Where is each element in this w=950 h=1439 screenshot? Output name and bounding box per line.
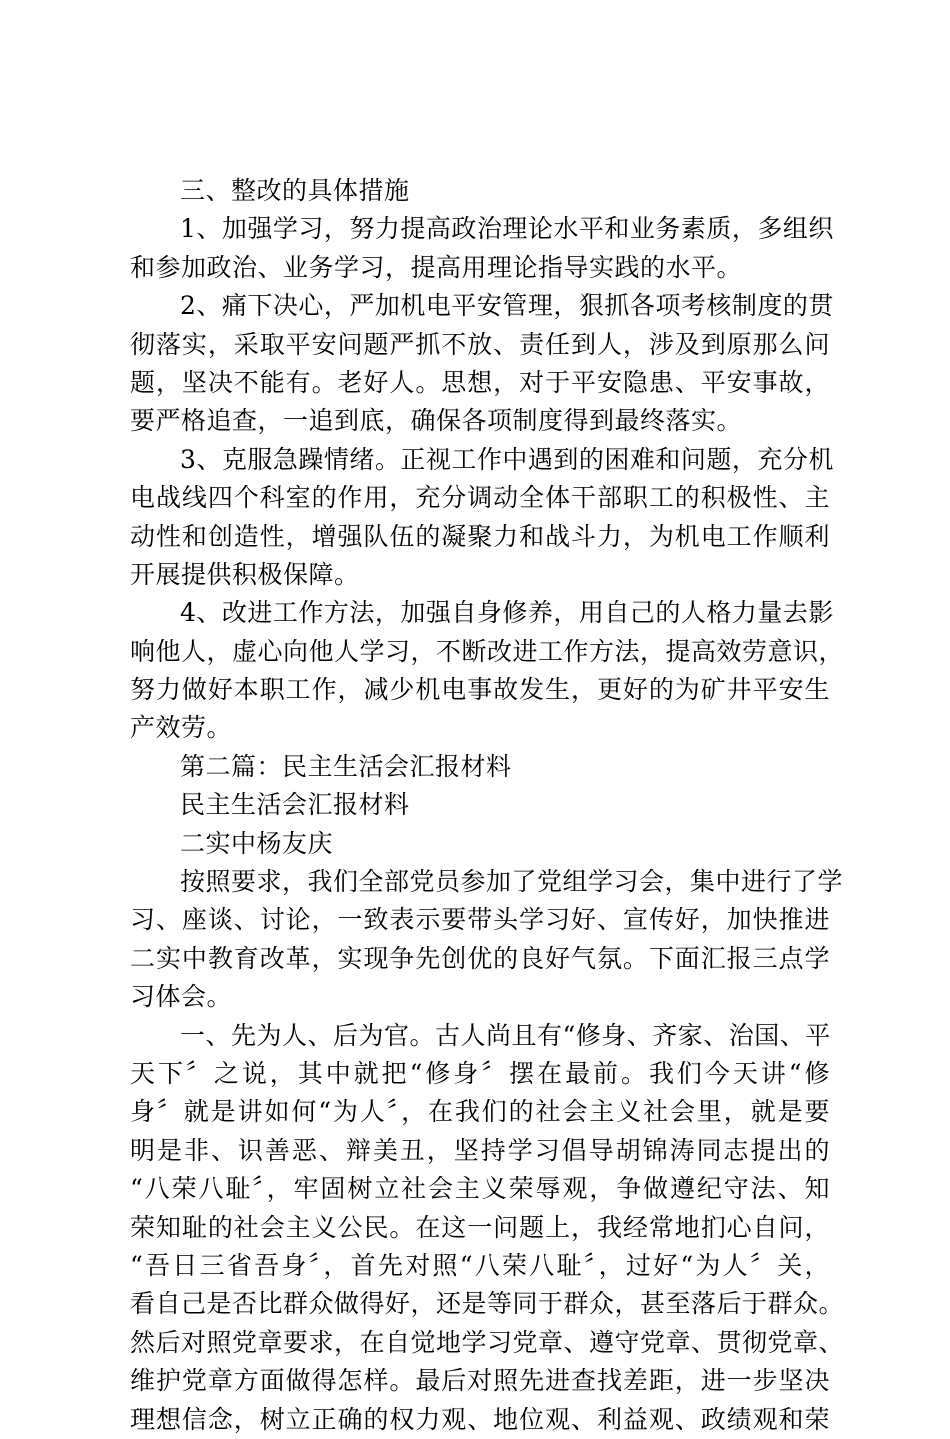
text-line: 彻落实，采取平安问题严抓不放、责任到人，涉及到原那么问 [130, 329, 830, 359]
text-line: 习、座谈、讨论，一致表示要带头学习好、宣传好，加快推进 [130, 905, 830, 935]
text-line: 明是非、识善恶、辩美丑，坚持学习倡导胡锦涛同志提出的 [130, 1135, 830, 1165]
text-line: 民主生活会汇报材料 [180, 790, 410, 820]
text-line: 2、痛下决心，严加机电平安管理，狠抓各项考核制度的贯 [180, 291, 834, 321]
text-line: 第二篇：民主生活会汇报材料 [180, 751, 512, 781]
text-line: 动性和创造性，增强队伍的凝聚力和战斗力，为机电工作顺利 [130, 521, 830, 551]
text-line: 按照要求，我们全部党员参加了党组学习会，集中进行了学 [180, 867, 844, 897]
text-line: 维护党章方面做得怎样。最后对照先进查找差距，进一步坚决 [130, 1366, 830, 1396]
text-line: 电战线四个科室的作用，充分调动全体干部职工的积极性、主 [130, 483, 830, 513]
text-line: 二实中杨友庆 [180, 828, 334, 858]
text-line: “吾日三省吾身〞，首先对照“八荣八耻〞，过好“为人〞关， [130, 1250, 830, 1280]
text-line: 和参加政治、业务学习，提高用理论指导实践的水平。 [130, 252, 743, 282]
text-line: 三、整改的具体措施 [180, 176, 410, 205]
text-line: 天下〞之说，其中就把“修身〞摆在最前。我们今天讲“修 [130, 1058, 830, 1088]
text-line: 理想信念，树立正确的权力观、地位观、利益观、政绩观和荣 [130, 1404, 830, 1434]
text-line: 荣知耻的社会主义公民。在这一问题上，我经常地扪心自问， [130, 1212, 830, 1242]
text-line: 响他人，虚心向他人学习，不断改进工作方法，提高效劳意识， [130, 636, 845, 666]
text-line: 身〞就是讲如何“为人〞，在我们的社会主义社会里，就是要 [130, 1097, 830, 1127]
text-line: 努力做好本职工作，减少机电事故发生，更好的为矿井平安生 [130, 675, 830, 705]
document-body [130, 172, 845, 1439]
text-line: 然后对照党章要求，在自觉地学习党章、遵守党章、贯彻党章、 [130, 1327, 845, 1357]
text-line: 二实中教育改革，实现争先创优的良好气氛。下面汇报三点学 [130, 943, 830, 973]
text-line: 产效劳。 [130, 713, 233, 743]
text-line: 1、加强学习，努力提高政治理论水平和业务素质，多组织 [180, 214, 834, 244]
text-line: “八荣八耻〞，牢固树立社会主义荣辱观，争做遵纪守法、知 [130, 1174, 830, 1204]
text-line: 3、克服急躁情绪。正视工作中遇到的困难和问题，充分机 [180, 444, 834, 474]
text-line: 开展提供积极保障。 [130, 559, 360, 589]
text-line: 看自己是否比群众做得好，还是等同于群众，甚至落后于群众。 [130, 1289, 845, 1319]
text-line: 题，坚决不能有。老好人。思想，对于平安隐患、平安事故， [130, 367, 830, 397]
text-line: 4、改进工作方法，加强自身修养，用自己的人格力量去影 [180, 598, 834, 628]
text-line: 要严格追查，一追到底，确保各项制度得到最终落实。 [130, 406, 743, 436]
text-line: 一、先为人、后为官。古人尚且有“修身、齐家、治国、平 [180, 1020, 831, 1050]
text-line: 习体会。 [130, 982, 233, 1012]
